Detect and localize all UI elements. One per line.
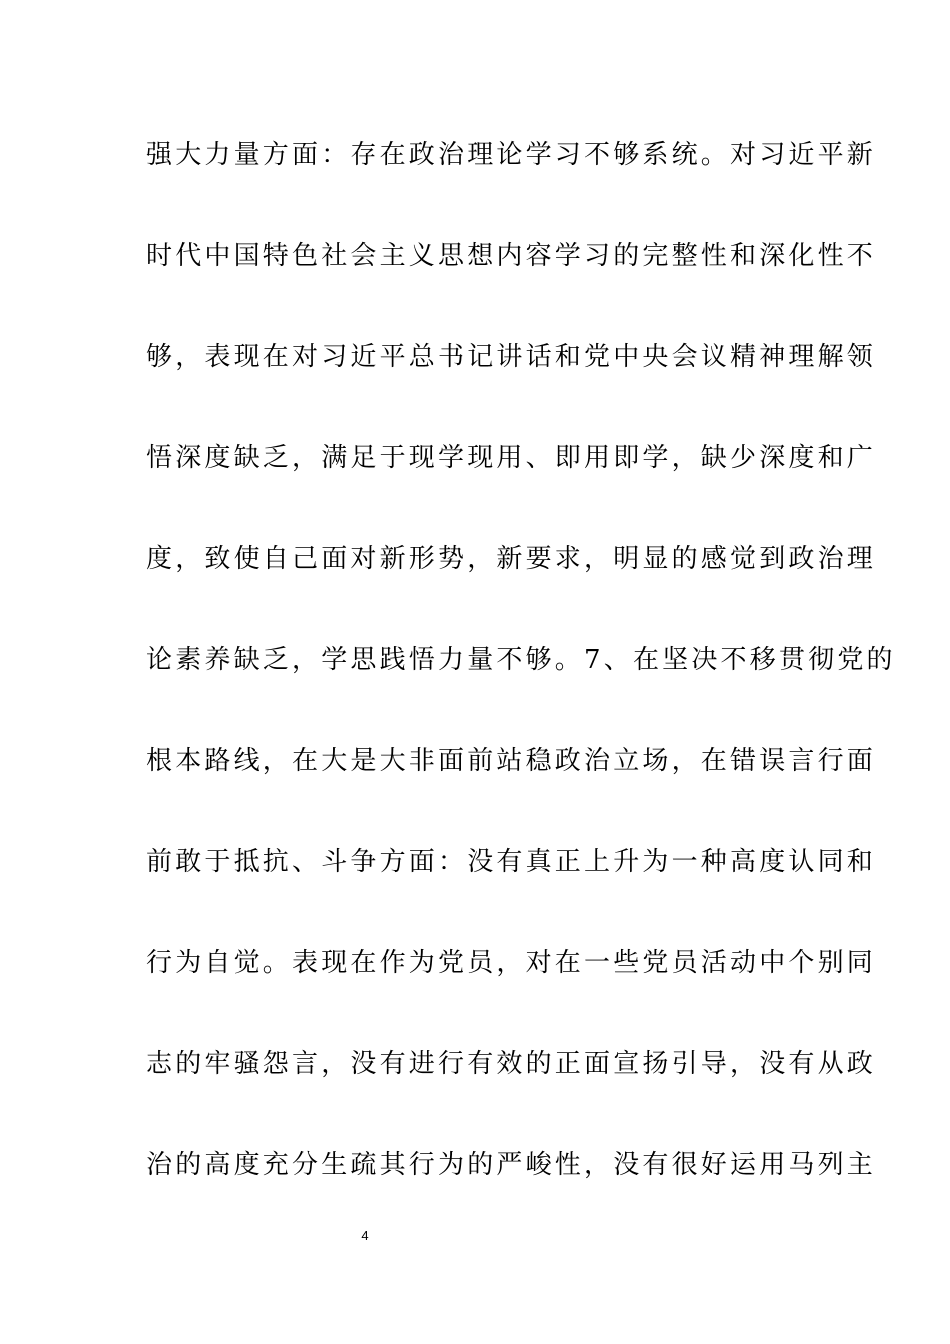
text-line: 时代中国特色社会主义思想内容学习的完整性和深化性不 (146, 241, 877, 271)
text-line: 根本路线，在大是大非面前站稳政治立场，在错误言行面 (146, 746, 877, 776)
text-line: 论素养缺乏，学思践悟力量不够。7、在坚决不移贯彻党的 (146, 645, 896, 675)
text-line: 悟深度缺乏，满足于现学现用、即用即学，缺少深度和广 (146, 443, 877, 473)
text-line: 前敢于抵抗、斗争方面：没有真正上升为一种高度认同和 (146, 847, 877, 877)
text-line: 度，致使自己面对新形势，新要求，明显的感觉到政治理 (146, 544, 877, 574)
text-line: 够，表现在对习近平总书记讲话和党中央会议精神理解领 (146, 342, 877, 372)
text-line: 治的高度充分生疏其行为的严峻性，没有很好运用马列主 (146, 1150, 877, 1180)
text-line: 强大力量方面：存在政治理论学习不够系统。对习近平新 (146, 140, 877, 170)
body-text (146, 128, 896, 1239)
text-line: 志的牢骚怨言，没有进行有效的正面宣扬引导，没有从政 (146, 1049, 877, 1079)
text-line: 行为自觉。表现在作为党员，对在一些党员活动中个别同 (146, 948, 877, 978)
page-number: 4 (361, 1228, 369, 1243)
